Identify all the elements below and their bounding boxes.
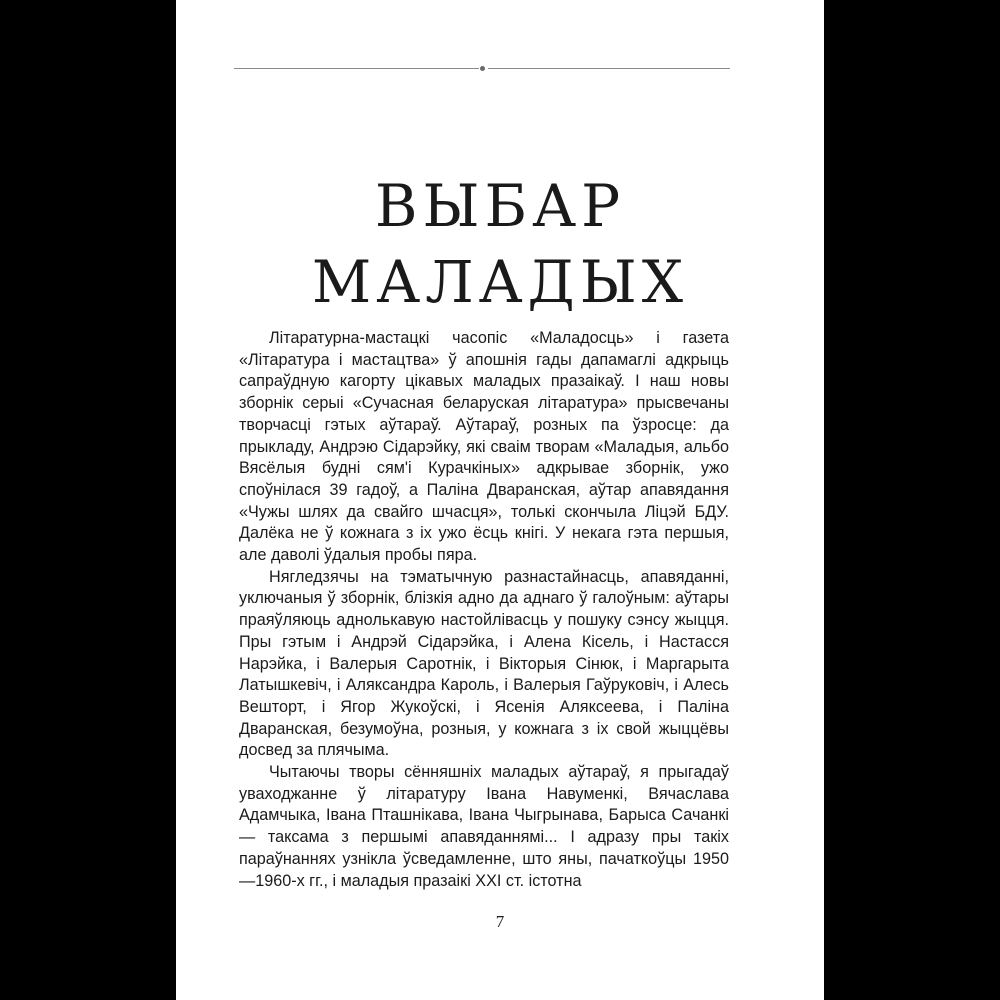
chapter-title-line-1: ВЫБАР [374,172,626,240]
body-text [239,328,729,892]
paragraph-3: Чытаючы творы сённяшніх маладых аўтараў, я прыгадаў уваходжанне ў літаратуру Івана Навуменкі, Вячаслава Адамчыка, Івана Пташнікава, Івана Чыгрынава, Барыса Сачанкі — таксама з першымі апавяданнямі... І адразу пры такіх параўнаннях узнікла ўсведамленне, што яны, пачаткоўцы 1950—1960-х гг., і маладыя празаікі ХХІ ст. істотна [239,763,729,890]
header-rule-right [488,68,730,69]
book-page [176,0,824,1000]
chapter-title-line-2: МАЛАДЫХ [311,248,689,316]
header-rule-left [234,68,479,69]
chapter-title [176,168,824,320]
header-ornament-dot [480,66,485,71]
page-number: 7 [495,912,505,931]
paragraph-2: Нягледзячы на тэматычную разнастайнасць, апавяданні, уключаныя ў зборнік, блізкія адно да аднаго ў галоўным: аўтары праяўляюць аднолькавую настойлівасць у пошуку сэнсу жыцця. Пры гэтым і Андрэй Сідарэйка, і Алена Кісель, і Настасся Нарэйка, і Валерыя Саротнік, і Вікторыя Сінюк, і Маргарыта Латышкевіч, і Аляксандра Кароль, і Валерыя Гаўруковіч, і Алесь Вешторт, і Ягор Жукоўскі, і Ясенія Аляксеева, і Паліна Дваранская, безумоўна, розныя, у кожнага з іх свой жыццёвы досвед за плячыма. [239,567,729,760]
paragraph-1: Літаратурна-мастацкі часопіс «Маладосць» і газета «Літаратура і мастацтва» ў апошнія гады дапамаглі адкрыць сапраўдную кагорту цікавых маладых празаікаў. І наш новы зборнік серыі «Сучасная беларуская літаратура» прысвечаны творчасці гэтых аўтараў. Аўтараў, розных па ўзросце: да прыкладу, Андрэю Сідарэйку, які сваім творам «Маладыя, альбо Вясёлыя будні сям'і Курачкіных» адкрывае зборнік, ужо споўнілася 39 гадоў, а Паліна Дваранская, аўтар апавядання «Чужы шлях да свайго шчасця», толькі скончыла Ліцэй БДУ. Далёка не ў кожнага з іх ужо ёсць кнігі. У некага гэта першыя, але даволі ўдалыя пробы пяра. [239,329,729,565]
